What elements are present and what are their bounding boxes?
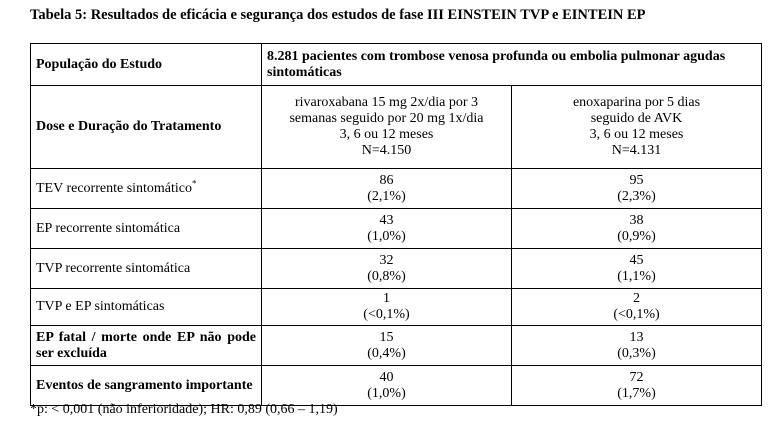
dose-arm-a-line: semanas seguido por 20 mg 1x/dia	[289, 111, 484, 126]
table-row	[31, 326, 762, 366]
count: 40	[379, 369, 394, 385]
arm-a-value	[262, 249, 512, 289]
percent: (2,3%)	[617, 188, 656, 204]
row-label	[31, 169, 262, 209]
table-row	[31, 366, 762, 406]
percent: (2,1%)	[367, 188, 406, 204]
dose-arm-b-line: enoxaparina por 5 dias	[572, 95, 701, 110]
dose-arm-a-line: N=4.150	[361, 143, 412, 158]
count: 13	[629, 329, 644, 345]
population-value: 8.281 pacientes com trombose venosa profunda ou embolia pulmonar agudas sintomáticas	[262, 44, 762, 86]
arm-b-value	[512, 326, 762, 366]
count: 45	[629, 252, 644, 268]
results-table	[30, 43, 762, 406]
arm-a-value	[262, 169, 512, 209]
dose-arm-a-line: rivaroxabana 15 mg 2x/dia por 3	[294, 95, 479, 110]
table-caption: Tabela 5: Resultados de eficácia e segurança dos estudos de fase III EINSTEIN TVP e EINTEIN EP	[30, 7, 646, 23]
table-row	[31, 209, 762, 249]
dose-arm-a	[262, 86, 512, 169]
percent: (1,1%)	[617, 268, 656, 284]
count: 86	[379, 172, 394, 188]
arm-b-value	[512, 209, 762, 249]
arm-a-value	[262, 289, 512, 326]
count: 1	[383, 291, 390, 306]
dose-arm-b	[512, 86, 762, 169]
table-row-dose	[31, 86, 762, 169]
percent: (0,8%)	[367, 268, 406, 284]
percent: (1,0%)	[367, 385, 406, 401]
table-row-population	[31, 44, 762, 86]
arm-a-value	[262, 209, 512, 249]
percent: (0,9%)	[617, 228, 656, 244]
table-row	[31, 249, 762, 289]
count: 38	[629, 212, 644, 228]
row-label: TVP recorrente sintomática	[31, 249, 262, 289]
dose-label: Dose e Duração do Tratamento	[31, 86, 262, 169]
arm-b-value	[512, 366, 762, 406]
population-label: População do Estudo	[31, 44, 262, 86]
table-footnote: *p: < 0,001 (não inferioridade); HR: 0,89 (0,66 – 1,19)	[30, 402, 338, 417]
row-label: EP fatal / morte onde EP não pode ser excluída	[31, 326, 262, 366]
percent: (0,3%)	[617, 345, 656, 361]
percent: (<0,1%)	[613, 307, 660, 322]
arm-b-value	[512, 289, 762, 326]
dose-arm-a-line: 3, 6 ou 12 meses	[339, 127, 434, 142]
row-label: EP recorrente sintomática	[31, 209, 262, 249]
arm-a-value	[262, 326, 512, 366]
percent: (0,4%)	[367, 345, 406, 361]
percent: (1,7%)	[617, 385, 656, 401]
count: 15	[379, 329, 394, 345]
count: 2	[633, 291, 640, 306]
arm-b-value	[512, 249, 762, 289]
table-row	[31, 169, 762, 209]
count: 95	[629, 172, 644, 188]
dose-arm-b-line: seguido de AVK	[590, 111, 683, 126]
table-row	[31, 289, 762, 326]
significance-marker: *	[192, 177, 197, 188]
percent: (1,0%)	[367, 228, 406, 244]
arm-a-value	[262, 366, 512, 406]
row-label-text: TEV recorrente sintomático	[36, 180, 193, 196]
row-label: Eventos de sangramento importante	[31, 366, 262, 406]
dose-arm-b-line: N=4.131	[611, 143, 662, 158]
count: 43	[379, 212, 394, 228]
count: 72	[629, 369, 644, 385]
dose-arm-b-line: 3, 6 ou 12 meses	[589, 127, 684, 142]
row-label: TVP e EP sintomáticas	[31, 289, 262, 326]
percent: (<0,1%)	[363, 307, 410, 322]
arm-b-value	[512, 169, 762, 209]
count: 32	[379, 252, 394, 268]
